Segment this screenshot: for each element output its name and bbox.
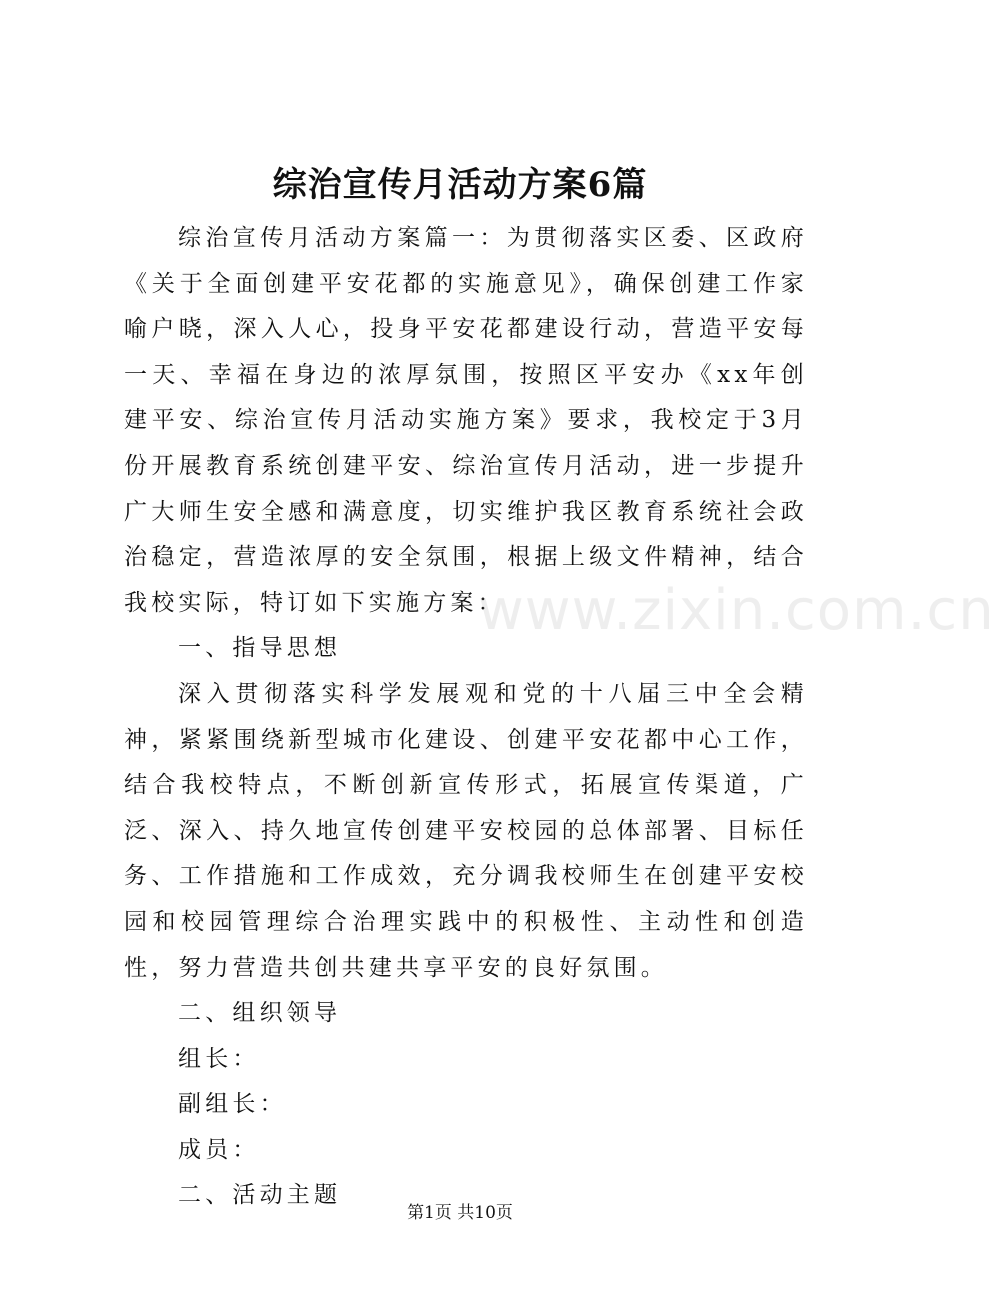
page-footer: 第1页 共10页: [407, 1203, 513, 1223]
line-deputy-leader: 副组长：: [178, 1091, 287, 1118]
heading-activity-theme: 二、活动主题: [178, 1182, 342, 1209]
paragraph-guiding-ideology: 深入贯彻落实科学发展观和党的十八届三中全会精神，紧紧围绕新型城市化建设、创建平安花都中心工作，结合我校特点，不断创新宣传形式，拓展宣传渠道，广泛、深入、持久地宣传创建平安校园的总体部署、目标任务、工作措施和工作成效，充分调我校师生在创建平安校园和校园管理综合治理实践中的积极性、主动性和创造性，努力营造共创共建共享平安的良好氛围。: [124, 680, 808, 981]
heading-organization: 二、组织领导: [178, 1000, 342, 1027]
document-title: 综治宣传月活动方案6篇: [272, 165, 648, 205]
document-body: [124, 216, 808, 1219]
line-group-leader: 组长：: [178, 1045, 260, 1072]
heading-guiding-ideology: 一、指导思想: [178, 635, 342, 662]
paragraph-intro: 综治宣传月活动方案篇一：为贯彻落实区委、区政府《关于全面创建平安花都的实施意见》，确保创建工作家喻户晓，深入人心，投身平安花都建设行动，营造平安每一天、幸福在身边的浓厚氛围，按照区平安办《xx年创建平安、综治宣传月活动实施方案》要求，我校定于3月份开展教育系统创建平安、综治宣传月活动，进一步提升广大师生安全感和满意度，切实维护我区教育系统社会政治稳定，营造浓厚的安全氛围，根据上级文件精神，结合我校实际，特订如下实施方案：: [124, 225, 808, 616]
line-members: 成员：: [178, 1136, 260, 1163]
watermark-text: www.zixin.com.cn: [478, 578, 995, 643]
